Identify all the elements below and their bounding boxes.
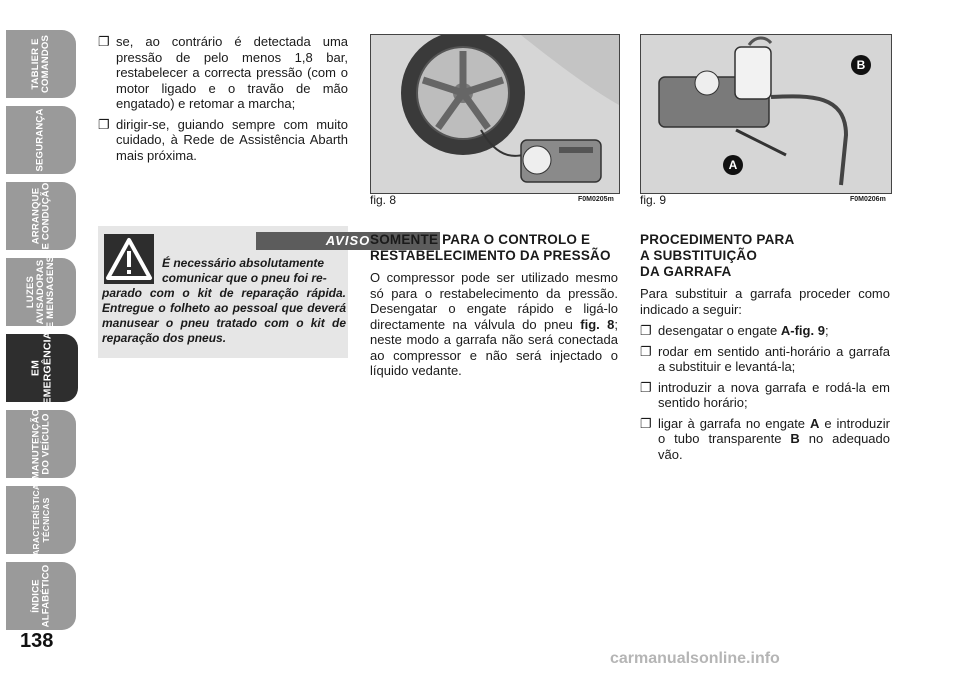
list-item bbox=[98, 117, 348, 164]
tab-indice-alfabetico[interactable] bbox=[6, 562, 76, 630]
bullet-text: dirigir-se, guiando sempre com muito cuidado, à Rede de Assistência Abarth mais próxima. bbox=[116, 116, 348, 163]
column-3 bbox=[640, 232, 890, 467]
tab-label: ARRANQUE E CONDUÇÃO bbox=[29, 182, 51, 250]
checkbox-bullet-icon: ❐ bbox=[98, 116, 110, 132]
figure-code: F0M0206m bbox=[850, 196, 886, 203]
label-a: A bbox=[728, 158, 738, 172]
tab-seguranca[interactable] bbox=[6, 106, 76, 174]
list-item: ❐ ligar à garrafa no engate A e introduzir o tubo transparente B no adequado vão. bbox=[640, 415, 890, 462]
page-number: 138 bbox=[20, 630, 54, 652]
warning-line: parado com o kit de reparação rápida. Entregue o folheto ao pessoal que deverá manusear o pneu tratado com o kit de reparação dos pneus. bbox=[102, 286, 346, 345]
checkbox-bullet-icon: ❐ bbox=[98, 34, 110, 49]
checkbox-bullet-icon: ❐ bbox=[640, 343, 652, 359]
tab-label: TABLIER E COMANDOS bbox=[29, 34, 51, 94]
column-1 bbox=[98, 34, 348, 168]
tab-tablier-comandos[interactable] bbox=[6, 30, 76, 98]
list-item: ❐ desengatar o engate A-fig. 9; bbox=[640, 323, 829, 338]
figure-code: F0M0205m bbox=[578, 196, 614, 203]
checkbox-bullet-icon: ❐ bbox=[640, 415, 652, 431]
warning-text bbox=[102, 256, 346, 346]
tab-manutencao-veiculo[interactable] bbox=[6, 410, 76, 478]
figure-caption: fig. 8 bbox=[370, 193, 397, 207]
section-heading: SOMENTE PARA O CONTROLO E RESTABELECIMENTO DA PRESSÃO bbox=[370, 232, 611, 263]
list-item: ❐ introduzir a nova garrafa e rodá-la em sentido horário; bbox=[640, 379, 890, 410]
bullet-text: se, ao contrário é detectada uma pressão de pelo menos 1,8 bar, restabelecer a correcta pressão (com o motor ligado e o travão de mão engatado) e retomar a marcha; bbox=[116, 34, 348, 111]
checkbox-bullet-icon: ❐ bbox=[640, 379, 652, 395]
tab-label: ÍNDICE ALFABÉTICO bbox=[29, 564, 51, 628]
figure-9-bottle-replacement bbox=[640, 34, 892, 194]
figure-8-compressor-on-tyre bbox=[370, 34, 620, 194]
tab-label: LUZES AVISADORAS E MENSAGENS bbox=[25, 255, 57, 329]
warning-line: comunicar que o pneu foi re- bbox=[162, 271, 327, 285]
figure-caption: fig. 9 bbox=[640, 193, 667, 207]
tab-label: EM EMERGÊNCIA bbox=[30, 331, 54, 405]
warning-title: AVISO bbox=[256, 232, 440, 250]
list-item bbox=[98, 34, 348, 112]
watermark: carmanualsonline.info bbox=[610, 650, 780, 667]
tab-label: SEGURANÇA bbox=[35, 108, 46, 172]
paragraph: O compressor pode ser utilizado mesmo só para o restabelecimento da pressão. Desengatar o engate rápido e ligá-lo directamente na válvula do pneu fig. 8; neste modo a garrafa não será conectada ao compressor e não será injectado o líquido vedante. bbox=[370, 270, 618, 378]
label-b: B bbox=[856, 58, 866, 72]
tab-arranque-conducao[interactable] bbox=[6, 182, 76, 250]
warning-box bbox=[98, 226, 371, 358]
tab-caracteristicas-tecnicas[interactable] bbox=[6, 477, 76, 563]
paragraph: Para substituir a garrafa proceder como indicado a seguir: bbox=[640, 286, 890, 317]
tab-label: CARACTERÍSTICAS TÉCNICAS bbox=[31, 477, 52, 563]
warning-line: É necessário absolutamente bbox=[162, 256, 325, 270]
checkbox-bullet-icon: ❐ bbox=[640, 323, 652, 338]
tab-luzes-avisadoras[interactable] bbox=[6, 255, 76, 329]
tab-label: MANUTENÇÃO DO VEÍCULO bbox=[30, 408, 52, 480]
tab-em-emergencia[interactable] bbox=[6, 331, 78, 405]
list-item: ❐ rodar em sentido anti-horário a garrafa a substituir e levantá-la; bbox=[640, 343, 890, 374]
column-2 bbox=[370, 232, 618, 385]
section-heading: PROCEDIMENTO PARA A SUBSTITUIÇÃO DA GARRAFA bbox=[640, 232, 795, 279]
